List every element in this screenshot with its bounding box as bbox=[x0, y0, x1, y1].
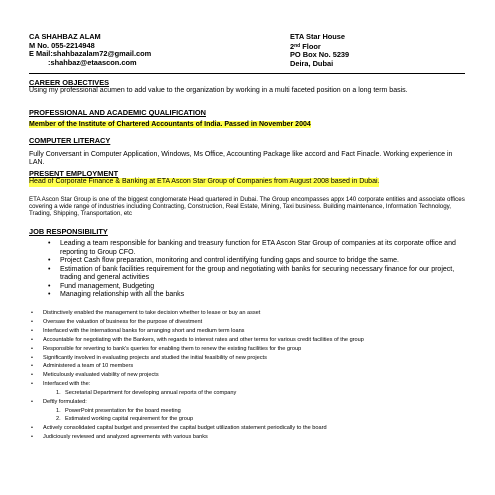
floor-suffix: nd bbox=[294, 42, 301, 49]
address-line-1: ETA Star House bbox=[290, 32, 346, 41]
job-section bbox=[29, 228, 466, 236]
qualification-body bbox=[29, 121, 466, 129]
numbered-item bbox=[29, 407, 466, 416]
qualification-heading: PROFESSIONAL AND ACADEMIC QUALIFICATION bbox=[29, 108, 206, 117]
company-description: ETA Ascon Star Group is one of the biggest conglomerate Head quartered in Dubai. The Group encompasses appx 140 corporate entities and associate offices covering a wide range of industries including Contracting, Construction, Real Estate, Mining, Taxi business. Building maintenance, Information Technology, Trading, Shipping, Transportation, etc bbox=[29, 196, 465, 218]
employment-highlight: Head of Corporate Finance & Banking at ETA Ascon Star Group of Companies from August 2008 based in Dubai. bbox=[29, 178, 380, 186]
list-item: • Interfaced with the international banks for arranging short and medium term loans bbox=[29, 327, 466, 336]
list-item: • Administered a team of 10 members bbox=[29, 362, 466, 371]
item-text: Estimated working capital requirement for the group bbox=[65, 416, 194, 423]
numbered-item bbox=[29, 389, 466, 398]
contact-block bbox=[29, 33, 151, 67]
list-item: • Meticulously evaluated viability of new projects bbox=[29, 371, 466, 380]
computer-section bbox=[29, 137, 466, 145]
list-item: • Oversaw the valuation of business for the purpose of divestment bbox=[29, 318, 466, 327]
list-item: • Responsible for reverting to bank's queries for enabling them to renew the existing facilities for the group bbox=[29, 345, 466, 354]
email-secondary: :shahbaz@etaascon.com bbox=[48, 57, 137, 67]
list-item: • Interfaced with the: bbox=[29, 380, 466, 389]
list-item: • Project Cash flow preparation, monitoring and control identifying funding gaps and source to bridge the same. bbox=[29, 257, 466, 266]
floor-number: 2 bbox=[290, 41, 295, 51]
list-item: • Fund management, Budgeting bbox=[29, 283, 466, 292]
mobile-number: M No. 055-2214948 bbox=[29, 40, 95, 50]
address-line-3: PO Box No. 5239 bbox=[290, 50, 350, 60]
list-item: • Leading a team responsible for banking and treasury function for ETA Ascon Star Group of companies at its corporate office and reporting to Group CFO. bbox=[29, 240, 466, 257]
list-item: • Actively consolidated capital budget and presented the capital budget utilization statement periodically to the board bbox=[29, 424, 466, 433]
item-text: PowerPoint presentation for the board meeting bbox=[65, 407, 181, 414]
career-heading: CAREER OBJECTIVES bbox=[29, 78, 110, 87]
candidate-name: CA SHAHBAZ ALAM bbox=[29, 32, 101, 41]
list-item: • Accountable for negotiating with the Bankers, with regards to interest rates and other terms for various credit facilities of the group bbox=[29, 336, 466, 345]
numbered-item bbox=[29, 415, 466, 424]
header-divider bbox=[29, 73, 465, 74]
employment-heading: PRESENT EMPLOYMENT bbox=[29, 169, 119, 178]
list-item: • Estimation of bank facilities requirement for the group and negotiating with banks for securing necessary finance for our project, trading and general activities bbox=[29, 266, 466, 283]
job-detail-list bbox=[29, 309, 466, 442]
item-number: 2. bbox=[56, 416, 61, 423]
computer-heading: COMPUTER LITERACY bbox=[29, 136, 111, 145]
qualification-section bbox=[29, 109, 466, 117]
qualification-text: Member of the Institute of Chartered Accountants of India. Passed in November 2004 bbox=[29, 121, 311, 128]
career-section bbox=[29, 79, 466, 96]
floor-word: Floor bbox=[300, 41, 321, 51]
computer-body bbox=[29, 151, 466, 168]
career-text: Using my professional acumen to add value to the organization by working in a multi faceted position on a long term basis. bbox=[29, 87, 408, 95]
list-item: • Significantly involved in evaluating projects and studied the initial feasibility of new projects bbox=[29, 354, 466, 363]
job-heading: JOB RESPONSIBILITY bbox=[29, 227, 108, 236]
job-main-list bbox=[29, 240, 466, 300]
item-number: 1. bbox=[56, 407, 61, 414]
list-item: • Distinctively enabled the management to take decision whether to lease or buy an asset bbox=[29, 309, 466, 318]
list-item: • Managing relationship with all the banks bbox=[29, 291, 466, 300]
address-line-4: Deira, Dubai bbox=[290, 58, 334, 68]
email-primary: E Mail:shahbazalam72@gmail.com bbox=[29, 49, 152, 59]
list-item: • Judiciously reviewed and analyzed agreements with various banks bbox=[29, 433, 466, 442]
computer-text: Fully Conversant in Computer Application, Windows, Ms Office, Accounting Package like accord and Fact Finacle. Working experience in LAN. bbox=[29, 151, 453, 167]
employment-section bbox=[29, 170, 466, 187]
item-text: Secretarial Department for developing annual reports of the company bbox=[65, 390, 237, 397]
list-item: • Deftly formulated: bbox=[29, 398, 466, 407]
item-number: 1. bbox=[56, 390, 61, 397]
address-block bbox=[290, 33, 349, 68]
